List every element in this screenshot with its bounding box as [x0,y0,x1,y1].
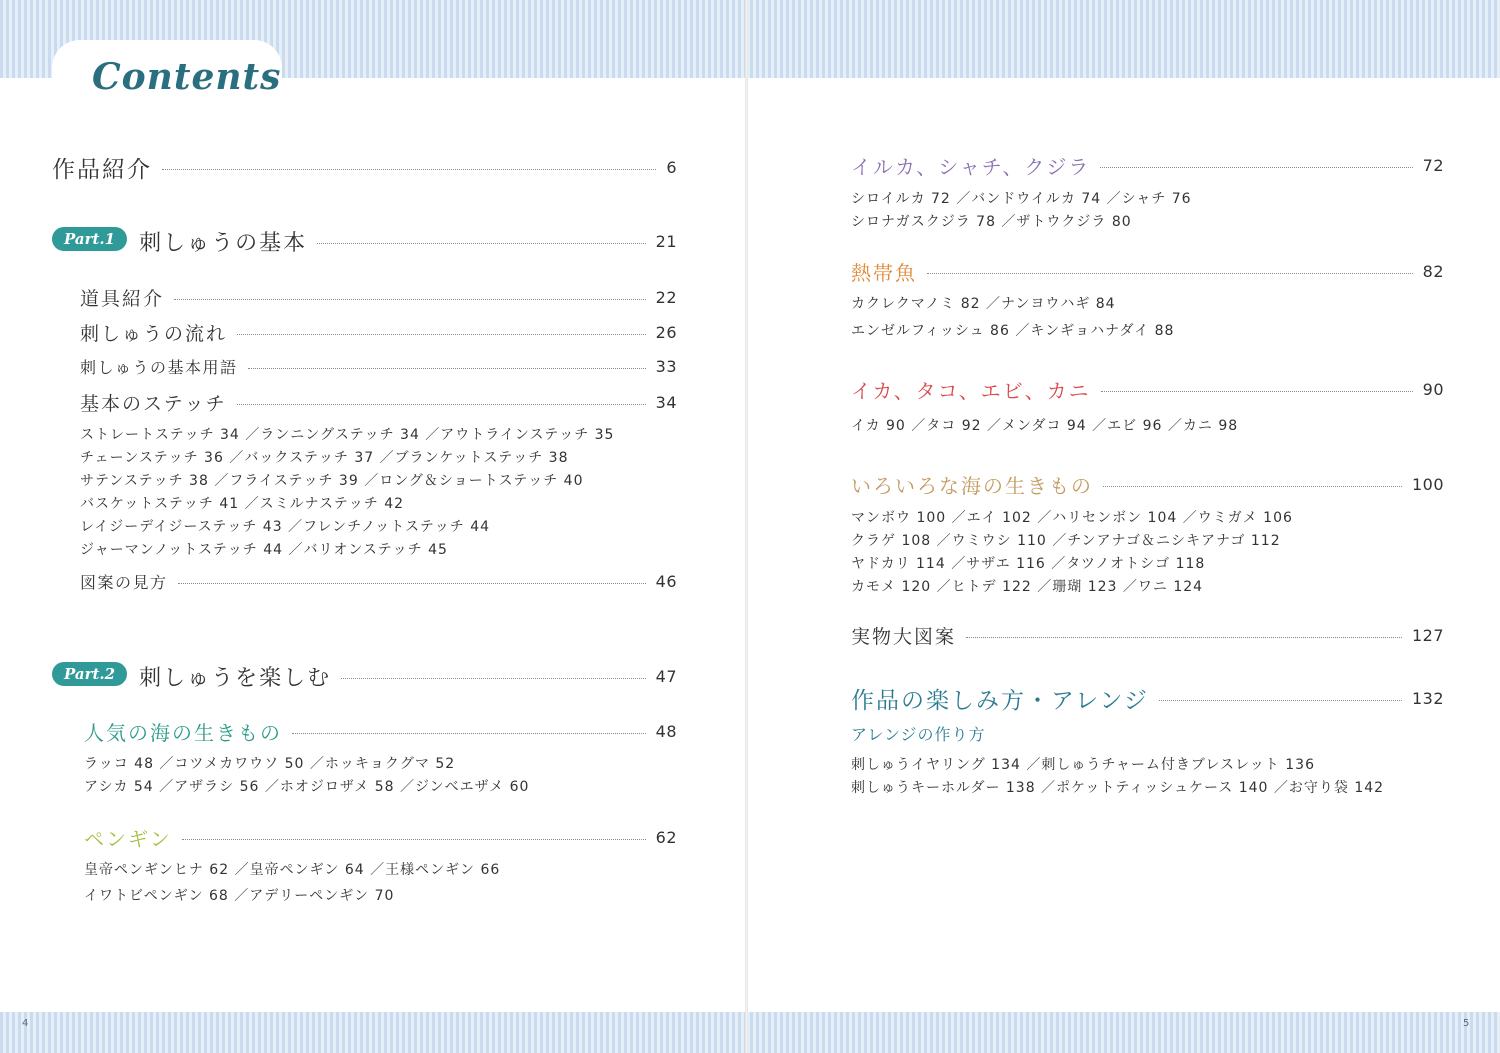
species-list-line: イカ 90 ／タコ 92 ／メンダコ 94 ／エビ 96 ／カニ 98 [851,418,1239,434]
toc-label: 刺しゅうの流れ [80,322,228,345]
toc-label: 作品の楽しみ方・アレンジ [851,687,1149,714]
toc-page: 47 [655,666,677,686]
species-list-line: イワトビペンギン 68 ／アデリーペンギン 70 [84,888,395,904]
toc-label: いろいろな海の生きもの [851,473,1093,498]
toc-page: 127 [1411,625,1444,645]
leader-dots [237,404,646,405]
toc-page: 48 [655,721,677,741]
toc-entry-sea[interactable] [851,469,1444,499]
leader-dots [248,368,646,369]
stitch-list-line: レイジーデイジーステッチ 43 ／フレンチノットステッチ 44 [80,519,491,535]
leader-dots [1100,167,1412,168]
toc-label: 刺しゅうの基本用語 [80,357,238,377]
leader-dots [1103,486,1402,487]
arrange-list-line: 刺しゅうキーホルダー 138 ／ポケットティッシュケース 140 ／お守り袋 142 [851,780,1385,796]
toc-entry-penguin[interactable] [84,822,677,852]
leader-dots [237,334,646,335]
stitch-list-line: チェーンステッチ 36 ／バックステッチ 37 ／ブランケットステッチ 38 [80,450,569,466]
species-list-line: クラゲ 108 ／ウミウシ 110 ／チンアナゴ＆ニシキアナゴ 112 [851,533,1281,549]
stitch-list-line: サテンステッチ 38 ／フライステッチ 39 ／ロング＆ショートステッチ 40 [80,473,584,489]
species-list-line: カクレクマノミ 82 ／ナンヨウハギ 84 [851,296,1116,312]
toc-label: 図案の見方 [80,572,168,592]
species-list-line: 皇帝ペンギンヒナ 62 ／皇帝ペンギン 64 ／王様ペンギン 66 [84,862,501,878]
toc-entry-whale[interactable] [851,150,1444,180]
toc-page: 100 [1411,474,1444,494]
toc-entry-lifesize[interactable] [851,620,1444,650]
toc-entry-terms[interactable] [80,353,677,379]
toc-entry-stitches[interactable] [80,387,677,417]
leader-dots [182,839,646,840]
toc-page: 22 [655,287,677,307]
arrange-sublabel: アレンジの作り方 [851,725,986,744]
species-list-line: シロナガスクジラ 78 ／ザトウクジラ 80 [851,214,1132,230]
toc-page: 90 [1422,379,1444,399]
toc-entry-squid[interactable] [851,374,1444,404]
leader-dots [317,243,646,244]
toc-entry-part1[interactable] [52,224,677,258]
toc-page: 34 [655,392,677,412]
toc-entry-intro[interactable] [52,150,677,184]
toc-label: 人気の海の生きもの [84,720,282,745]
page-number-right: 5 [1463,1018,1470,1029]
toc-page: 82 [1422,261,1444,281]
stitch-list-line: ジャーマンノットステッチ 44 ／バリオンステッチ 45 [80,542,448,558]
toc-label: 実物大図案 [851,625,957,648]
toc-label: 道具紹介 [80,287,165,310]
toc-entry-arrange[interactable] [851,681,1444,715]
leader-dots [966,637,1402,638]
leader-dots [1159,700,1402,701]
toc-entry-tools[interactable] [80,282,677,312]
toc-label: 作品紹介 [52,156,152,183]
bottom-stripe-band [0,1012,1500,1053]
stitch-list-line: バスケットステッチ 41 ／スミルナステッチ 42 [80,496,405,512]
toc-entry-zuan[interactable] [80,568,677,594]
toc-label: 刺しゅうを楽しむ [139,665,332,691]
species-list-line: アシカ 54 ／アザラシ 56 ／ホオジロザメ 58 ／ジンベエザメ 60 [84,779,530,795]
species-list-line: エンゼルフィッシュ 86 ／キンギョハナダイ 88 [851,323,1175,339]
toc-label: 基本のステッチ [80,392,227,415]
species-list-line: シロイルカ 72 ／バンドウイルカ 74 ／シャチ 76 [851,191,1192,207]
part-badge: Part.1 [52,227,127,251]
toc-page: 33 [655,356,677,376]
toc-entry-tropical[interactable] [851,256,1444,286]
species-list-line: マンボウ 100 ／エイ 102 ／ハリセンボン 104 ／ウミガメ 106 [851,510,1293,526]
toc-label: 刺しゅうの基本 [139,230,308,256]
leader-dots [292,733,646,734]
toc-entry-popular[interactable] [84,716,677,746]
toc-page: 46 [655,571,677,591]
toc-label: ペンギン [84,826,172,851]
stitch-list-line: ストレートステッチ 34 ／ランニングステッチ 34 ／アウトラインステッチ 35 [80,427,615,443]
book-gutter [745,0,748,1053]
leader-dots [162,169,656,170]
leader-dots [174,299,646,300]
species-list-line: カモメ 120 ／ヒトデ 122 ／珊瑚 123 ／ワニ 124 [851,579,1204,595]
page-number-left: 4 [22,1018,29,1029]
toc-label: イカ、タコ、エビ、カニ [851,378,1091,403]
species-list-line: ラッコ 48 ／コツメカワウソ 50 ／ホッキョクグマ 52 [84,756,456,772]
toc-label: イルカ、シャチ、クジラ [851,154,1091,179]
species-list-line: ヤドカリ 114 ／サザエ 116 ／タツノオトシゴ 118 [851,556,1206,572]
leader-dots [178,583,646,584]
toc-label: 熱帯魚 [851,260,917,285]
toc-page: 72 [1422,155,1444,175]
toc-page: 26 [655,322,677,342]
toc-entry-part2[interactable] [52,659,677,693]
toc-entry-flow[interactable] [80,317,677,347]
toc-page: 21 [655,231,677,251]
leader-dots [927,273,1413,274]
leader-dots [341,678,646,679]
part-badge: Part.2 [52,662,127,686]
leader-dots [1101,391,1413,392]
page-title: Contents [92,56,282,98]
toc-page: 132 [1411,688,1444,708]
toc-page: 62 [655,827,677,847]
arrange-list-line: 刺しゅうイヤリング 134 ／刺しゅうチャーム付きブレスレット 136 [851,757,1315,773]
toc-page: 6 [666,157,677,177]
